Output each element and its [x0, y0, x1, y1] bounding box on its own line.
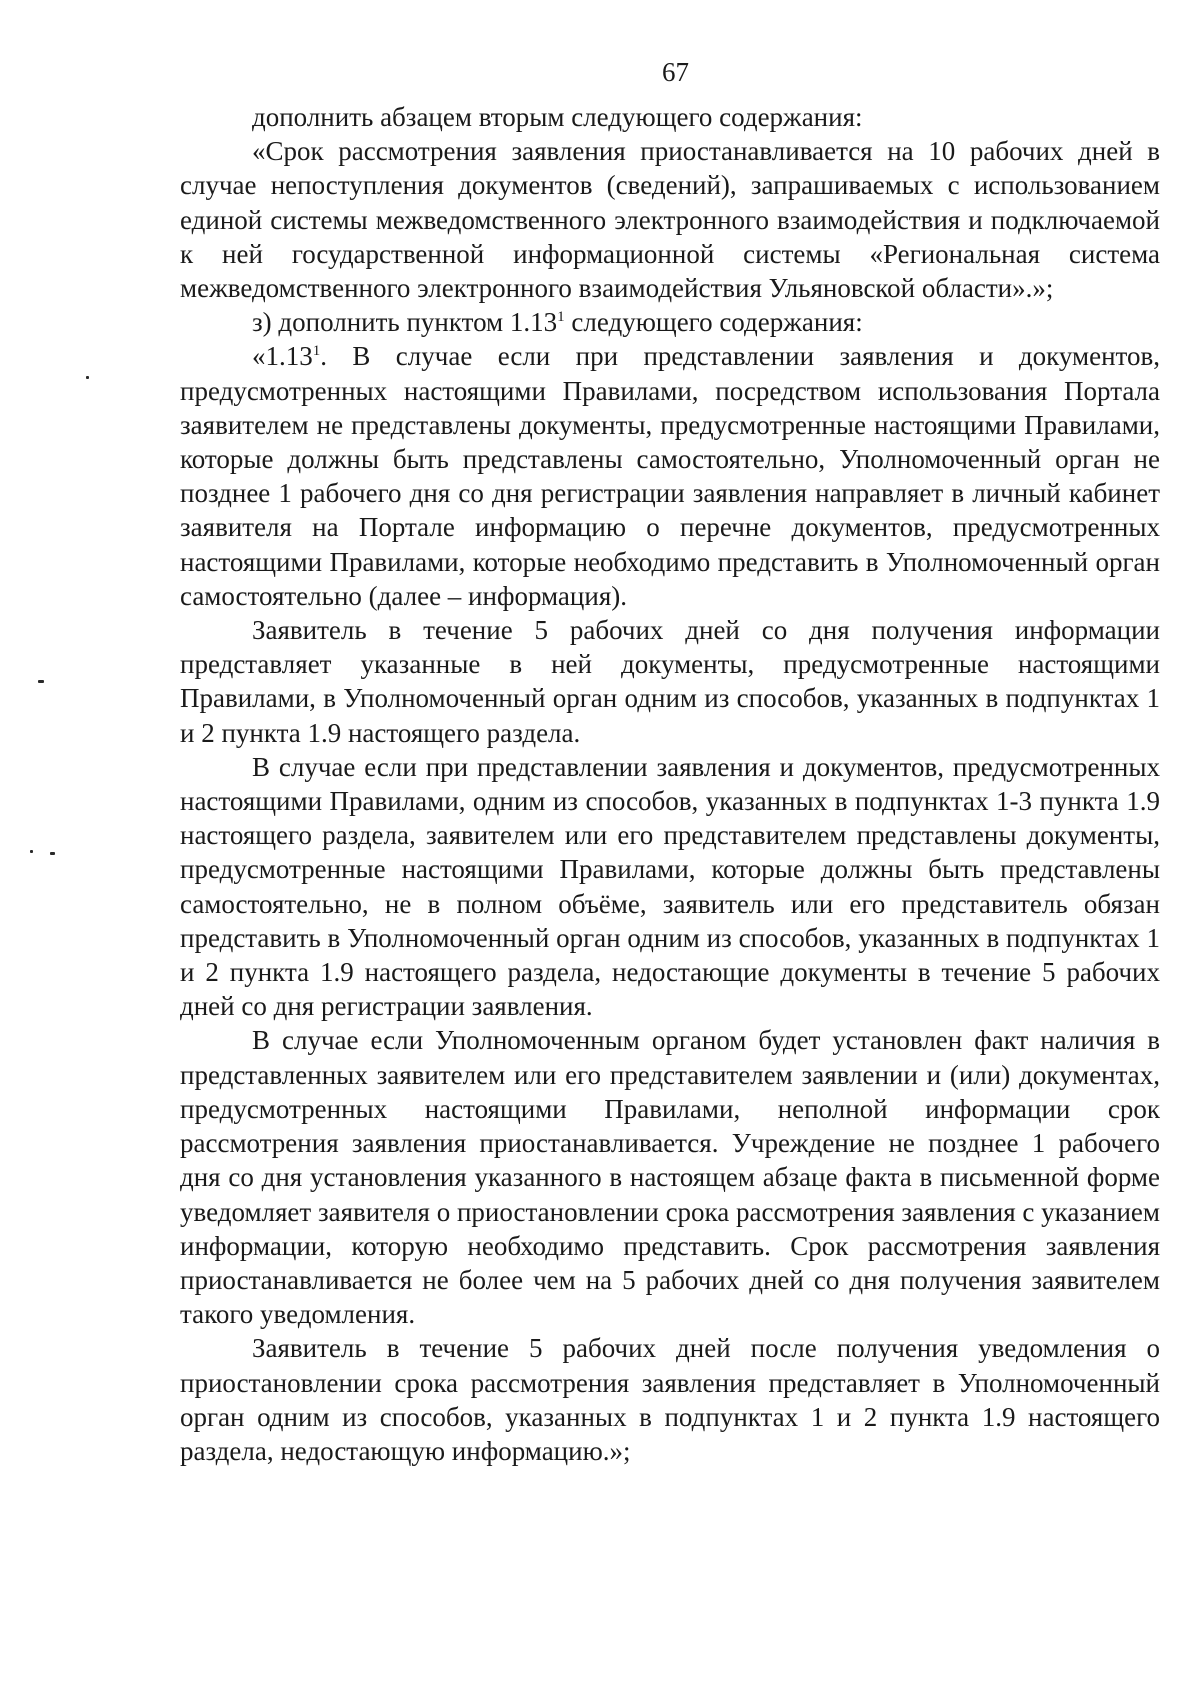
paragraph-incomplete-documents: В случае если при представлении заявления и документов, предусмотренных настоящими Правилами, одним из способов, указанных в подпунктах 1-3 пункта 1.9 настоящего раздела, заявителем или его представителем представлены документы, предусмотренные настоящими Правилами, которые должны быть представлены самостоятельно, не в полном объёме, заявитель или его представитель обязан представить в Уполномоченный орган одним из способов, указанных в подпунктах 1 и 2 пункта 1.9 настоящего раздела, недостающие документы в течение 5 рабочих дней со дня регистрации заявления. — [180, 751, 1160, 1022]
document-body — [180, 100, 1160, 1468]
scan-mark — [38, 680, 44, 683]
clause-text: . В случае если при представлении заявления и документов, предусмотренных настоящими Правилами, посредством использования Портала заявителем не представлены документы, предусмотренные настоящими Правилами, которые должны быть представлены самостоятельно, Уполномоченный орган не позднее 1 рабочего дня со дня регистрации заявления направляет в личный кабинет заявителя на Портале информацию о перечне документов, предусмотренных настоящими Правилами, которые необходимо представить в Уполномоченный орган самостоятельно (далее – информация). — [180, 341, 1160, 611]
paragraph-item-z — [180, 305, 1160, 339]
paragraph-clause-1-13-1 — [180, 339, 1160, 613]
clause-superscript: 1 — [312, 343, 321, 360]
paragraph-applicant-5-days: Заявитель в течение 5 рабочих дней со дня получения информации представляет указанные в ней документы, предусмотренные настоящими Правилами, в Уполномоченный орган одним из способов, указанных в подпунктах 1 и 2 пункта 1.9 настоящего раздела. — [180, 615, 1160, 748]
scan-mark — [86, 376, 89, 379]
item-z-tail: следующего содержания: — [564, 307, 863, 338]
page-number: 67 — [662, 57, 689, 87]
item-z-superscript: 1 — [557, 309, 565, 326]
clause-number: «1.13 — [252, 341, 313, 372]
scan-mark — [30, 850, 33, 853]
paragraph-incomplete-information: В случае если Уполномоченным органом будет установлен факт наличия в представленных заявителем или его представителем заявлении и (или) документах, предусмотренных настоящими Правилами, неполной информации срок рассмотрения заявления приостанавливается. Учреждение не позднее 1 рабочего дня со дня установления указанного в настоящем абзаце факта в письменной форме уведомляет заявителя о приостановлении срока рассмотрения заявления с указанием информации, которую необходимо представить. Срок рассмотрения заявления приостанавливается не более чем на 5 рабочих дней со дня получения заявителем такого уведомления. — [180, 1025, 1160, 1330]
paragraph-final-provision: Заявитель в течение 5 рабочих дней после получения уведомления о приостановлении срока рассмотрения заявления представляет в Уполномоченный орган одним из способов, указанных в подпунктах 1 и 2 пункта 1.9 настоящего раздела, недостающую информацию.»; — [180, 1333, 1160, 1466]
scan-mark — [50, 852, 55, 855]
item-z-text: з) дополнить пунктом 1.13 — [252, 307, 558, 338]
paragraph-intro: дополнить абзацем вторым следующего содержания: — [252, 102, 863, 132]
paragraph-quoted-period-suspension: «Срок рассмотрения заявления приостанавливается на 10 рабочих дней в случае непоступления документов (сведений), запрашиваемых с использованием единой системы межведомственного электронного взаимодействия и подключаемой к ней государственной информационной системы «Региональная система межведомственного электронного взаимодействия Ульяновской области».»; — [180, 136, 1160, 304]
